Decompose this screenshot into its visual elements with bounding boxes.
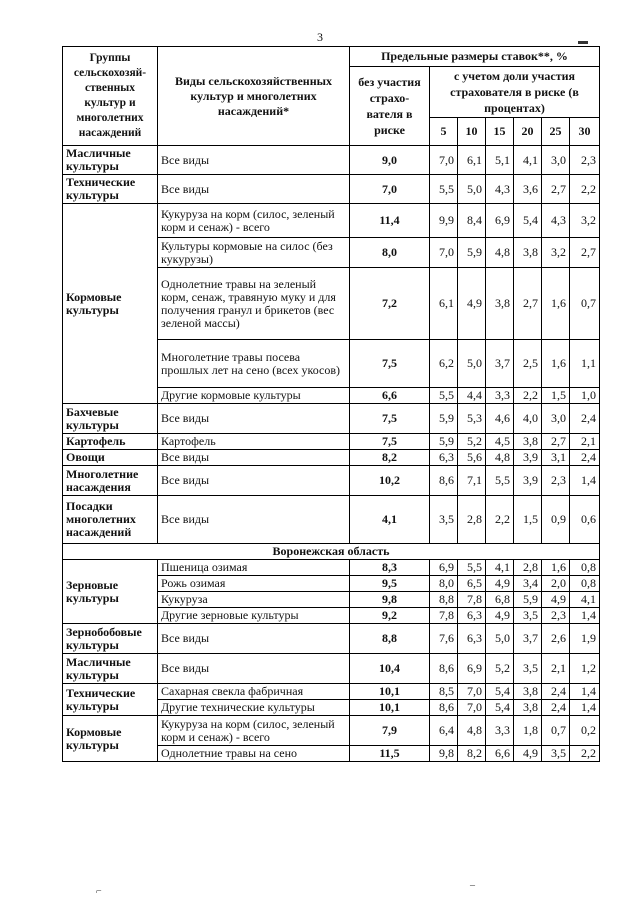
crop-group-cell: Масличные культуры [63, 146, 158, 175]
share-rate-cell: 0,2 [570, 716, 600, 746]
crop-group-cell: Посадки многолетних насаждений [63, 496, 158, 544]
base-rate-cell: 7,0 [350, 175, 430, 204]
share-rate-cell: 1,4 [570, 700, 600, 716]
crop-kind-cell: Кукуруза на корм (силос, зеленый корм и сенаж) - всего [158, 716, 350, 746]
crop-group-cell: Технические культуры [63, 175, 158, 204]
share-rate-cell: 3,0 [542, 146, 570, 175]
share-rate-cell: 7,0 [430, 238, 458, 268]
share-rate-cell: 3,0 [542, 404, 570, 434]
crop-kind-cell: Все виды [158, 175, 350, 204]
without-share-header: без участия страхо-вателя в риске [350, 67, 430, 146]
share-rate-cell: 3,3 [486, 716, 514, 746]
region-title: Воронежская область [63, 544, 600, 560]
share-rate-cell: 5,5 [430, 175, 458, 204]
share-rate-cell: 1,8 [514, 716, 542, 746]
share-rate-cell: 6,2 [430, 340, 458, 388]
share-rate-cell: 5,4 [486, 700, 514, 716]
share-rate-cell: 6,6 [486, 746, 514, 762]
share-rate-cell: 3,5 [542, 746, 570, 762]
share-rate-cell: 8,5 [430, 684, 458, 700]
with-share-header: с учетом доли участия страхователя в риске (в процентах) [430, 67, 600, 118]
crop-group-cell: Кормовые культуры [63, 204, 158, 404]
share-rate-cell: 0,8 [570, 576, 600, 592]
share-rate-cell: 3,5 [430, 496, 458, 544]
table-row [63, 560, 600, 576]
crop-kind-cell: Многолетние травы посева прошлых лет на сено (всех укосов) [158, 340, 350, 388]
share-rate-cell: 1,4 [570, 684, 600, 700]
page-number: 3 [317, 30, 323, 44]
crop-kind-cell: Рожь озимая [158, 576, 350, 592]
base-rate-cell: 9,2 [350, 608, 430, 624]
share-rate-cell: 3,8 [486, 268, 514, 340]
share-rate-cell: 1,6 [542, 340, 570, 388]
share-rate-cell: 6,1 [458, 146, 486, 175]
base-rate-cell: 7,5 [350, 434, 430, 450]
share-rate-cell: 2,2 [570, 746, 600, 762]
share-rate-cell: 8,6 [430, 700, 458, 716]
share-rate-cell: 2,5 [514, 340, 542, 388]
share-rate-cell: 4,5 [486, 434, 514, 450]
share-header: 30 [570, 118, 600, 146]
share-rate-cell: 7,1 [458, 466, 486, 496]
base-rate-cell: 10,1 [350, 700, 430, 716]
share-rate-cell: 7,6 [430, 624, 458, 654]
share-rate-cell: 4,9 [486, 576, 514, 592]
share-rate-cell: 1,4 [570, 608, 600, 624]
share-rate-cell: 8,6 [430, 654, 458, 684]
share-rate-cell: 2,7 [514, 268, 542, 340]
share-rate-cell: 6,4 [430, 716, 458, 746]
share-rate-cell: 4,8 [458, 716, 486, 746]
share-rate-cell: 2,3 [542, 608, 570, 624]
table-row [63, 434, 600, 450]
crop-kind-cell: Все виды [158, 466, 350, 496]
share-rate-cell: 1,9 [570, 624, 600, 654]
share-rate-cell: 5,0 [458, 340, 486, 388]
share-rate-cell: 3,8 [514, 434, 542, 450]
share-rate-cell: 8,6 [430, 466, 458, 496]
base-rate-cell: 10,4 [350, 654, 430, 684]
share-rate-cell: 1,1 [570, 340, 600, 388]
share-rate-cell: 4,1 [514, 146, 542, 175]
crop-group-cell: Бахчевые культуры [63, 404, 158, 434]
share-rate-cell: 2,8 [458, 496, 486, 544]
base-rate-cell: 7,5 [350, 340, 430, 388]
base-rate-cell: 9,5 [350, 576, 430, 592]
crop-kind-cell: Все виды [158, 624, 350, 654]
share-rate-cell: 2,7 [570, 238, 600, 268]
base-rate-cell: 4,1 [350, 496, 430, 544]
share-rate-cell: 5,0 [486, 624, 514, 654]
share-rate-cell: 2,1 [542, 654, 570, 684]
crop-kind-cell: Все виды [158, 404, 350, 434]
share-rate-cell: 4,8 [486, 238, 514, 268]
share-rate-cell: 1,2 [570, 654, 600, 684]
share-rate-cell: 4,6 [486, 404, 514, 434]
base-rate-cell: 8,0 [350, 238, 430, 268]
table-row [63, 450, 600, 466]
share-rate-cell: 5,2 [458, 434, 486, 450]
crop-kind-cell: Кукуруза на корм (силос, зеленый корм и сенаж) - всего [158, 204, 350, 238]
kind-column-header: Виды сельскохозяйственных культур и многолетних насаждений* [158, 47, 350, 146]
crop-kind-cell: Другие технические культуры [158, 700, 350, 716]
share-rate-cell: 5,5 [430, 388, 458, 404]
share-rate-cell: 1,6 [542, 268, 570, 340]
share-rate-cell: 2,4 [542, 700, 570, 716]
share-header: 5 [430, 118, 458, 146]
share-rate-cell: 0,7 [570, 268, 600, 340]
group-column-header: Группы сельскохозяй-ственных культур и многолетних насаждений [63, 47, 158, 146]
share-rate-cell: 3,1 [542, 450, 570, 466]
crop-kind-cell: Все виды [158, 146, 350, 175]
scan-mark: ‒ [470, 880, 475, 891]
share-rate-cell: 1,5 [542, 388, 570, 404]
share-rate-cell: 5,3 [458, 404, 486, 434]
share-rate-cell: 2,7 [542, 175, 570, 204]
crop-kind-cell: Все виды [158, 654, 350, 684]
share-rate-cell: 2,3 [542, 466, 570, 496]
share-rate-cell: 5,9 [514, 592, 542, 608]
region-row [63, 544, 600, 560]
base-rate-cell: 7,9 [350, 716, 430, 746]
share-rate-cell: 2,8 [514, 560, 542, 576]
share-rate-cell: 7,8 [458, 592, 486, 608]
rates-table-body [63, 146, 600, 762]
share-rate-cell: 4,9 [542, 592, 570, 608]
share-rate-cell: 3,4 [514, 576, 542, 592]
crop-kind-cell: Культуры кормовые на силос (без кукурузы) [158, 238, 350, 268]
share-header: 15 [486, 118, 514, 146]
table-row [63, 146, 600, 175]
share-rate-cell: 2,4 [542, 684, 570, 700]
crop-kind-cell: Пшеница озимая [158, 560, 350, 576]
share-rate-cell: 0,9 [542, 496, 570, 544]
crop-kind-cell: Другие зерновые культуры [158, 608, 350, 624]
crop-group-cell: Масличные культуры [63, 654, 158, 684]
share-rate-cell: 8,0 [430, 576, 458, 592]
share-rate-cell: 3,5 [514, 608, 542, 624]
share-rate-cell: 5,4 [486, 684, 514, 700]
share-rate-cell: 8,4 [458, 204, 486, 238]
share-rate-cell: 0,6 [570, 496, 600, 544]
share-rate-cell: 7,0 [458, 684, 486, 700]
share-rate-cell: 8,8 [430, 592, 458, 608]
share-rate-cell: 1,5 [514, 496, 542, 544]
share-rate-cell: 4,3 [542, 204, 570, 238]
rates-table [62, 46, 600, 762]
share-rate-cell: 2,7 [542, 434, 570, 450]
share-rate-cell: 6,1 [430, 268, 458, 340]
share-rate-cell: 6,3 [430, 450, 458, 466]
share-rate-cell: 4,0 [514, 404, 542, 434]
share-header: 25 [542, 118, 570, 146]
share-rate-cell: 2,1 [570, 434, 600, 450]
share-rate-cell: 6,9 [430, 560, 458, 576]
share-header: 20 [514, 118, 542, 146]
share-rate-cell: 7,8 [430, 608, 458, 624]
share-rate-cell: 5,4 [514, 204, 542, 238]
table-row [63, 404, 600, 434]
share-rate-cell: 3,7 [486, 340, 514, 388]
table-row [63, 684, 600, 700]
base-rate-cell: 7,2 [350, 268, 430, 340]
table-row [63, 716, 600, 746]
share-rate-cell: 3,2 [542, 238, 570, 268]
crop-kind-cell: Однолетние травы на сено [158, 746, 350, 762]
share-rate-cell: 5,9 [430, 434, 458, 450]
crop-kind-cell: Однолетние травы на зеленый корм, сенаж, травяную муку и для получения гранул и брикетов (вес зеленой массы) [158, 268, 350, 340]
table-row [63, 175, 600, 204]
share-rate-cell: 5,5 [458, 560, 486, 576]
share-rate-cell: 3,5 [514, 654, 542, 684]
share-rate-cell: 7,0 [430, 146, 458, 175]
share-rate-cell: 2,6 [542, 624, 570, 654]
base-rate-cell: 7,5 [350, 404, 430, 434]
share-rate-cell: 2,4 [570, 450, 600, 466]
crop-group-cell: Картофель [63, 434, 158, 450]
table-row [63, 466, 600, 496]
crop-kind-cell: Другие кормовые культуры [158, 388, 350, 404]
share-rate-cell: 2,2 [570, 175, 600, 204]
share-rate-cell: 1,0 [570, 388, 600, 404]
share-rate-cell: 4,8 [486, 450, 514, 466]
base-rate-cell: 11,4 [350, 204, 430, 238]
share-rate-cell: 4,4 [458, 388, 486, 404]
crop-kind-cell: Сахарная свекла фабричная [158, 684, 350, 700]
share-rate-cell: 2,3 [570, 146, 600, 175]
share-rate-cell: 5,5 [486, 466, 514, 496]
share-rate-cell: 5,1 [486, 146, 514, 175]
base-rate-cell: 8,2 [350, 450, 430, 466]
share-rate-cell: 8,2 [458, 746, 486, 762]
crop-group-cell: Кормовые культуры [63, 716, 158, 762]
share-rate-cell: 3,8 [514, 700, 542, 716]
crop-kind-cell: Кукуруза [158, 592, 350, 608]
share-rate-cell: 6,9 [458, 654, 486, 684]
base-rate-cell: 10,1 [350, 684, 430, 700]
table-row [63, 496, 600, 544]
share-rate-cell: 5,6 [458, 450, 486, 466]
share-rate-cell: 2,0 [542, 576, 570, 592]
share-header: 10 [458, 118, 486, 146]
share-rate-cell: 1,6 [542, 560, 570, 576]
crop-group-cell: Зерновые культуры [63, 560, 158, 624]
share-rate-cell: 3,9 [514, 466, 542, 496]
crop-kind-cell: Все виды [158, 496, 350, 544]
crop-group-cell: Зернобобовые культуры [63, 624, 158, 654]
base-rate-cell: 11,5 [350, 746, 430, 762]
share-rate-cell: 1,4 [570, 466, 600, 496]
crop-group-cell: Технические культуры [63, 684, 158, 716]
share-rate-cell: 9,9 [430, 204, 458, 238]
base-rate-cell: 10,2 [350, 466, 430, 496]
table-row [63, 654, 600, 684]
share-rate-cell: 2,2 [514, 388, 542, 404]
crop-group-cell: Овощи [63, 450, 158, 466]
base-rate-cell: 6,6 [350, 388, 430, 404]
share-rate-cell: 3,3 [486, 388, 514, 404]
scan-mark: ⌐ [96, 886, 102, 897]
share-rate-cell: 2,2 [486, 496, 514, 544]
base-rate-cell: 9,0 [350, 146, 430, 175]
limits-header: Предельные размеры ставок**, % [350, 47, 600, 67]
share-rate-cell: 3,8 [514, 684, 542, 700]
share-rate-cell: 4,9 [458, 268, 486, 340]
share-rate-cell: 3,2 [570, 204, 600, 238]
table-row [63, 624, 600, 654]
share-rate-cell: 4,1 [570, 592, 600, 608]
share-rate-cell: 3,8 [514, 238, 542, 268]
share-rate-cell: 7,0 [458, 700, 486, 716]
share-rate-cell: 4,1 [486, 560, 514, 576]
share-rate-cell: 5,9 [430, 404, 458, 434]
share-rate-cell: 0,8 [570, 560, 600, 576]
share-rate-cell: 6,3 [458, 624, 486, 654]
share-rate-cell: 6,8 [486, 592, 514, 608]
scan-mark: ▬ [578, 36, 588, 47]
share-rate-cell: 5,2 [486, 654, 514, 684]
table-row [63, 204, 600, 238]
share-rate-cell: 4,9 [486, 608, 514, 624]
share-rate-cell: 2,4 [570, 404, 600, 434]
share-rate-cell: 3,6 [514, 175, 542, 204]
share-rate-cell: 5,9 [458, 238, 486, 268]
base-rate-cell: 8,8 [350, 624, 430, 654]
share-rate-cell: 9,8 [430, 746, 458, 762]
share-rate-cell: 6,3 [458, 608, 486, 624]
crop-group-cell: Многолетние насаждения [63, 466, 158, 496]
share-rate-cell: 4,9 [514, 746, 542, 762]
base-rate-cell: 9,8 [350, 592, 430, 608]
base-rate-cell: 8,3 [350, 560, 430, 576]
share-rate-cell: 3,9 [514, 450, 542, 466]
share-rate-cell: 0,7 [542, 716, 570, 746]
share-rate-cell: 6,9 [486, 204, 514, 238]
share-rate-cell: 5,0 [458, 175, 486, 204]
share-rate-cell: 3,7 [514, 624, 542, 654]
crop-kind-cell: Картофель [158, 434, 350, 450]
share-rate-cell: 4,3 [486, 175, 514, 204]
crop-kind-cell: Все виды [158, 450, 350, 466]
share-rate-cell: 6,5 [458, 576, 486, 592]
